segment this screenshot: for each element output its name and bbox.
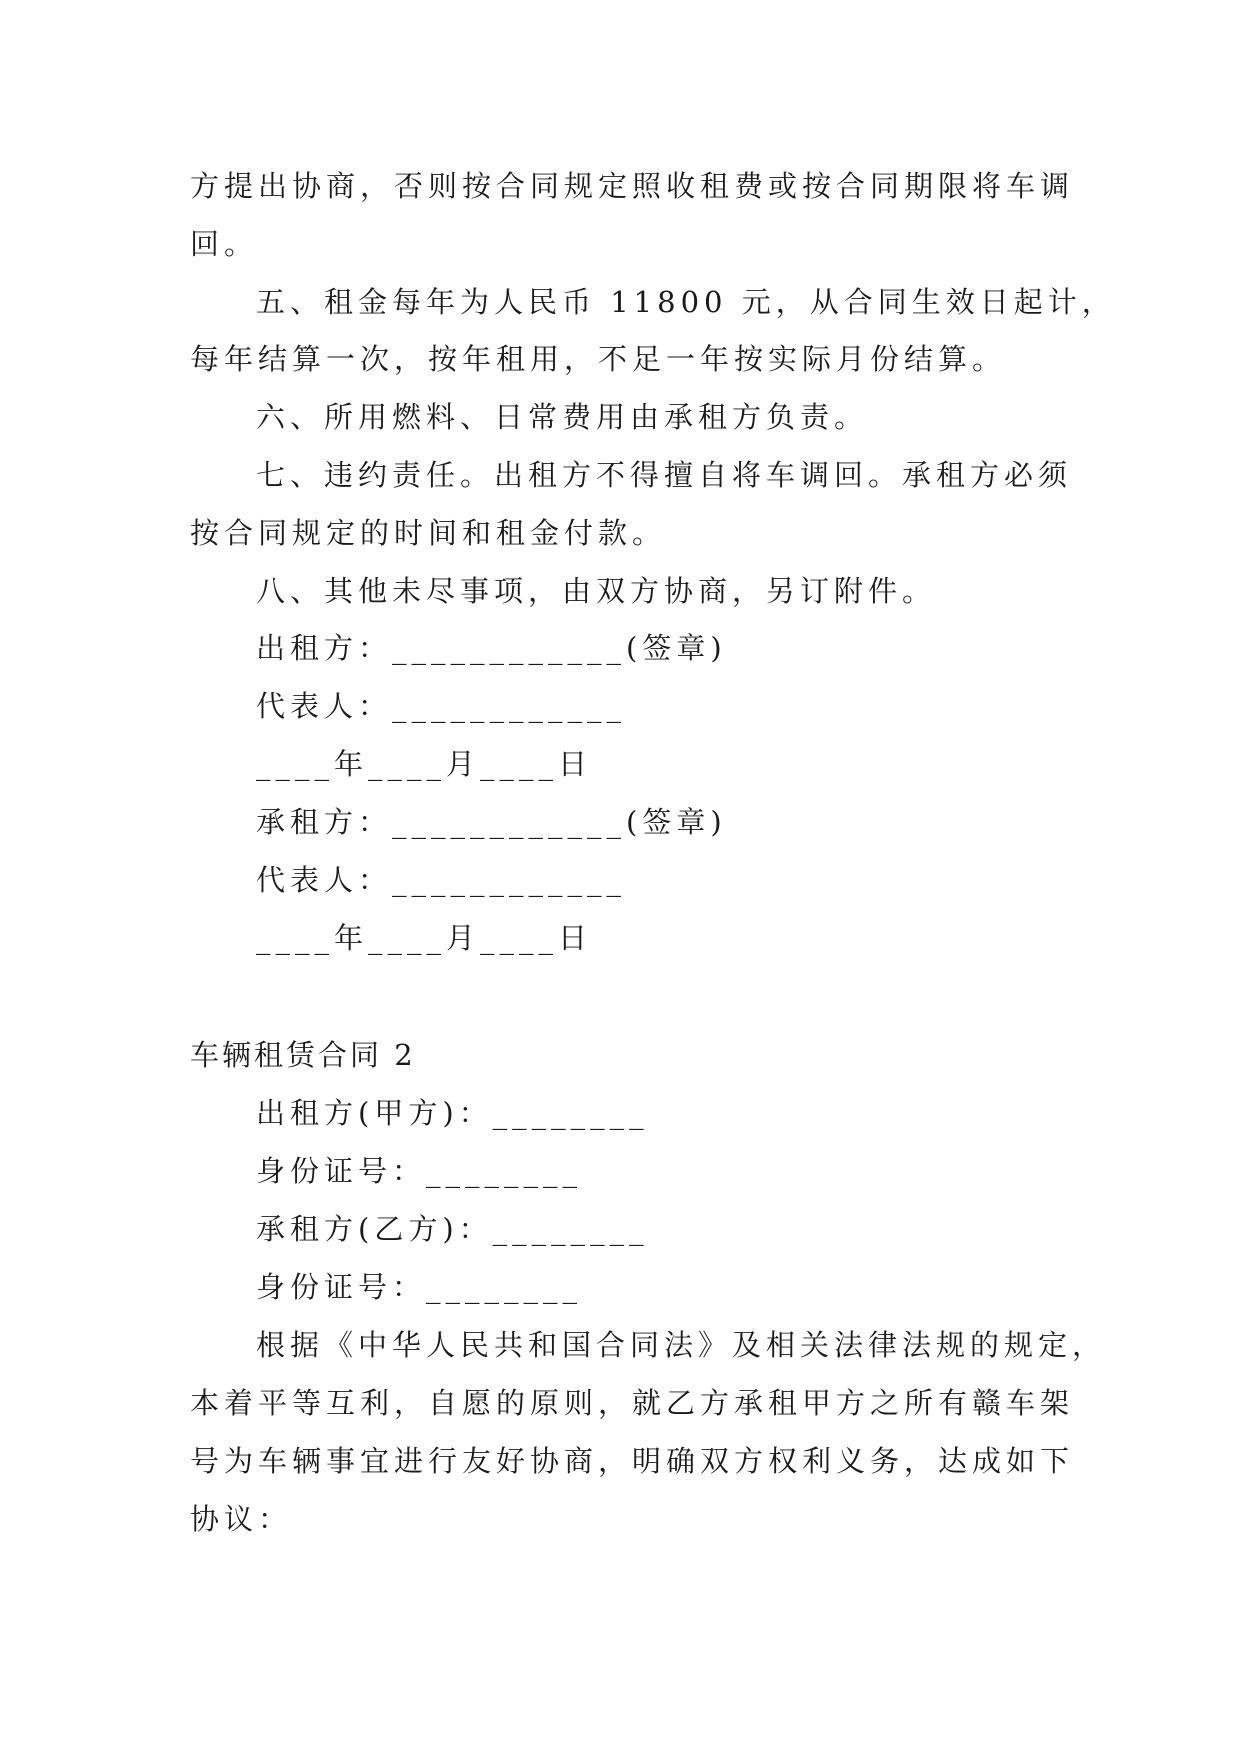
party-a-line: 出租方(甲方)：________	[256, 1096, 649, 1130]
lessee-representative-line: 代表人：____________	[256, 863, 627, 897]
clause-6-line: 六、所用燃料、日常费用由承租方负责。	[256, 400, 869, 434]
party-a-id-line: 身份证号：________	[256, 1154, 583, 1188]
party-b-line: 承租方(乙方)：________	[256, 1212, 649, 1246]
lessee-date-line: ____年____月____日	[256, 921, 593, 955]
preamble-line: 根据《中华人民共和国合同法》及相关法律法规的规定，	[256, 1328, 1107, 1362]
contract-2-title: 车辆租赁合同 2	[190, 1038, 416, 1072]
text-line: 号为车辆事宜进行友好协商，明确双方权利义务，达成如下	[190, 1444, 1075, 1478]
clause-5-line: 五、租金每年为人民币 11800 元，从合同生效日起计，	[256, 285, 1116, 319]
text-line: 本着平等互利，自愿的原则，就乙方承租甲方之所有赣车架	[190, 1386, 1075, 1420]
lessor-signature-line: 出租方：____________(签章)	[256, 631, 727, 665]
text-line: 按合同规定的时间和租金付款。	[190, 516, 667, 550]
clause-8-line: 八、其他未尽事项，由双方协商，另订附件。	[256, 574, 937, 608]
text-line: 协议：	[190, 1502, 293, 1536]
text-line: 回。	[190, 227, 259, 261]
lessor-representative-line: 代表人：____________	[256, 689, 627, 723]
text-line: 每年结算一次，按年租用，不足一年按实际月份结算。	[190, 342, 1007, 376]
lessor-date-line: ____年____月____日	[256, 747, 593, 781]
clause-7-line: 七、违约责任。出租方不得擅自将车调回。承租方必须	[256, 458, 1073, 492]
party-b-id-line: 身份证号：________	[256, 1270, 583, 1304]
text-line: 方提出协商，否则按合同规定照收租费或按合同期限将车调	[190, 169, 1075, 203]
lessee-signature-line: 承租方：____________(签章)	[256, 805, 727, 839]
